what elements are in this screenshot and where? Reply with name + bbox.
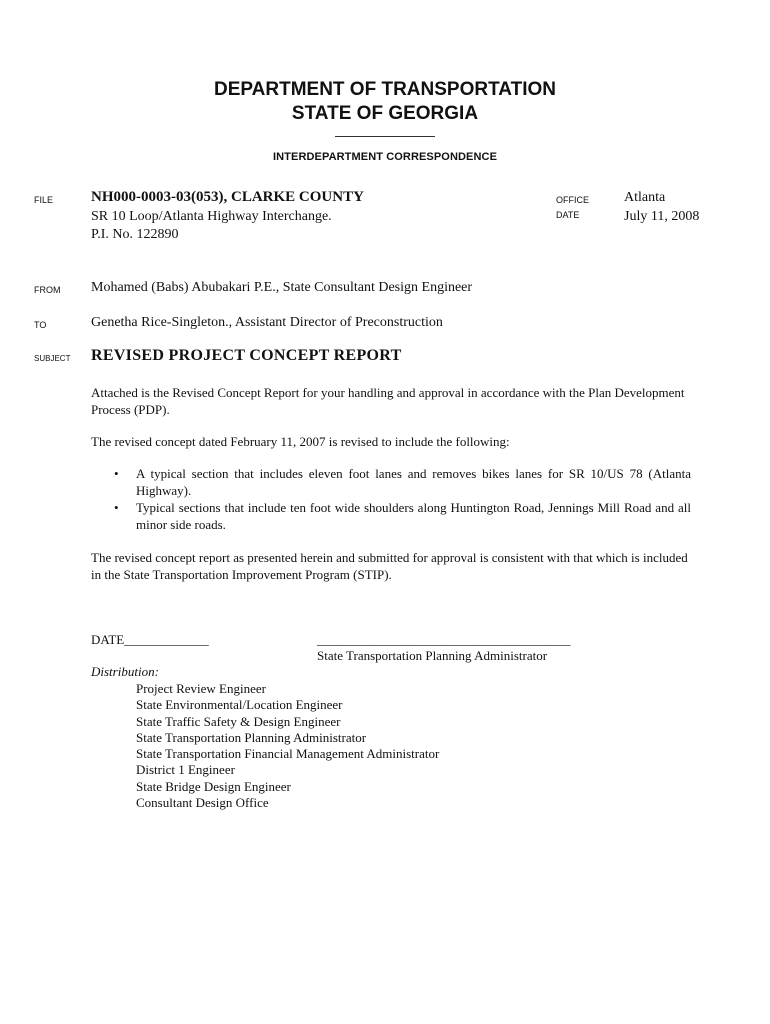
list-item: State Transportation Planning Administrator xyxy=(136,729,367,745)
list-item xyxy=(91,466,691,499)
subject-value: REVISED PROJECT CONCEPT REPORT xyxy=(91,347,402,364)
distribution-list xyxy=(136,681,439,811)
revision-list xyxy=(91,466,691,534)
file-pi-number: P.I. No. 122890 xyxy=(91,227,179,242)
state-title: STATE OF GEORGIA xyxy=(291,103,479,124)
signature-line: _______________________________________ xyxy=(317,632,571,647)
signer-title: State Transportation Planning Administrator xyxy=(317,648,548,663)
list-item: State Bridge Design Engineer xyxy=(136,778,291,794)
file-project: SR 10 Loop/Atlanta Highway Interchange. xyxy=(91,209,332,224)
bullet-icon: • xyxy=(114,466,119,481)
body-paragraph-2: The revised concept dated February 11, 2007 is revised to include the following: xyxy=(91,434,510,449)
date-label: DATE xyxy=(556,210,580,220)
subject-label: SUBJECT xyxy=(34,354,71,363)
list-item: District 1 Engineer xyxy=(136,762,235,778)
bullet-icon: • xyxy=(114,500,119,515)
department-title: DEPARTMENT OF TRANSPORTATION xyxy=(214,79,556,100)
from-label: FROM xyxy=(34,285,61,295)
to-label: TO xyxy=(34,320,47,330)
list-item-text: Typical sections that include ten foot wide shoulders along Huntington Road, Jennings Mill Road and all minor side roads. xyxy=(136,500,691,532)
list-item: State Traffic Safety & Design Engineer xyxy=(136,713,341,729)
date-value: July 11, 2008 xyxy=(624,209,700,224)
list-item: State Transportation Financial Management Administrator xyxy=(136,746,440,762)
list-item: Project Review Engineer xyxy=(136,681,266,696)
office-value: Atlanta xyxy=(624,190,666,205)
correspondence-subtitle: INTERDEPARTMENT CORRESPONDENCE xyxy=(272,151,498,163)
list-item-text: A typical section that includes eleven foot lanes and removes bikes lanes for SR 10/US 78 (Atlanta Highway). xyxy=(136,466,691,498)
date-signature-line: DATE_____________ xyxy=(91,632,209,647)
from-value: Mohamed (Babs) Abubakari P.E., State Consultant Design Engineer xyxy=(91,280,473,295)
body-paragraph-3: The revised concept report as presented herein and submitted for approval is consistent with that which is included in the State Transportation Improvement Program (STIP). xyxy=(91,550,688,582)
list-item: State Environmental/Location Engineer xyxy=(136,697,343,713)
to-value: Genetha Rice-Singleton., Assistant Director of Preconstruction xyxy=(91,315,443,330)
header-divider xyxy=(335,136,435,137)
list-item: Consultant Design Office xyxy=(136,795,269,811)
file-number: NH000-0003-03(053), CLARKE COUNTY xyxy=(91,189,364,205)
body-paragraph-1: Attached is the Revised Concept Report for your handling and approval in accordance with the Plan Development Process (PDP). xyxy=(91,385,685,417)
distribution-heading: Distribution: xyxy=(91,664,159,679)
list-item xyxy=(91,500,691,533)
file-label: FILE xyxy=(34,195,54,205)
office-label: OFFICE xyxy=(556,195,589,205)
